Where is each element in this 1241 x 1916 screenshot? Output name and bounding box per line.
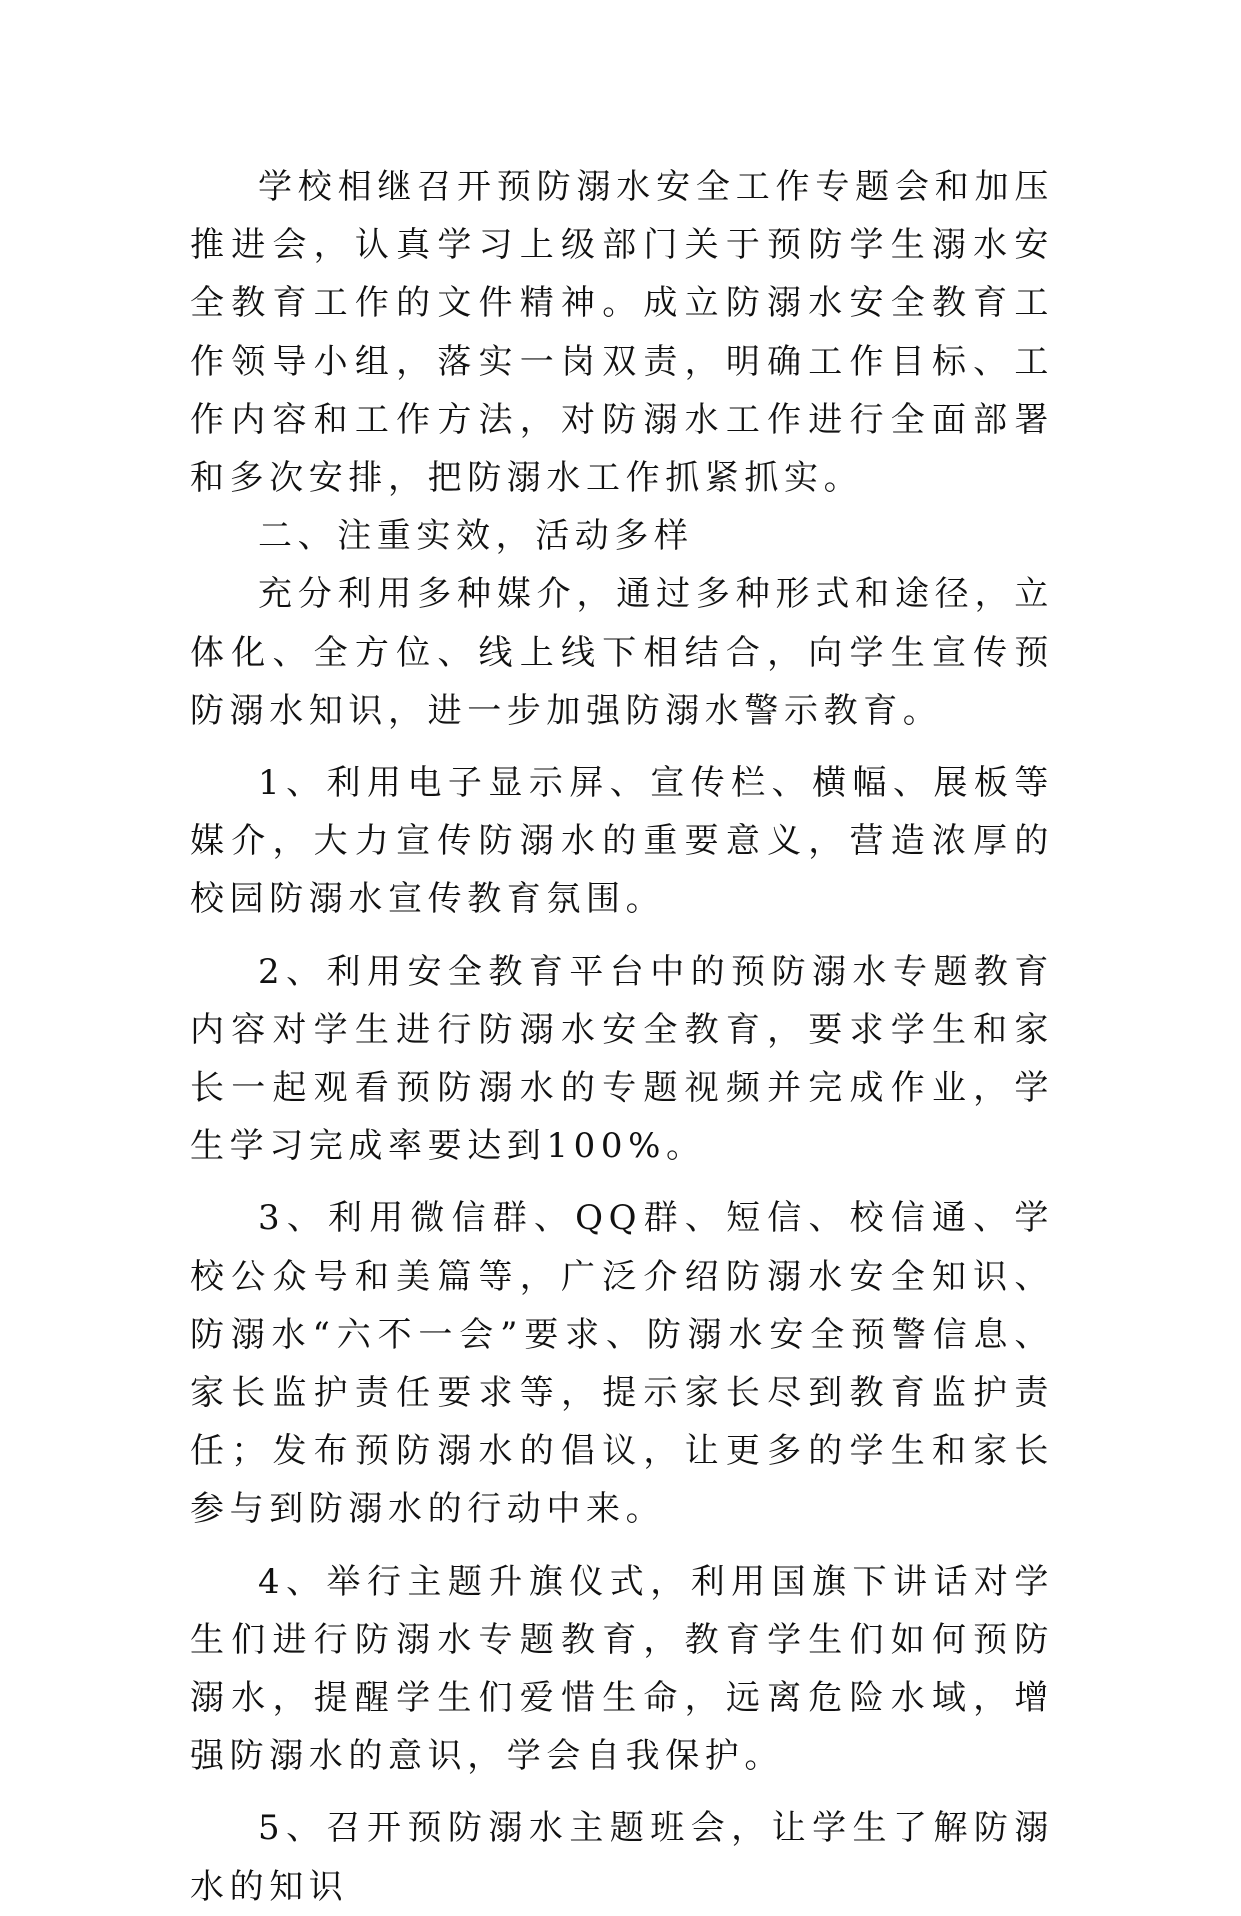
list-item-1: 1、利用电子显示屏、宣传栏、横幅、展板等媒介，大力宣传防溺水的重要意义，营造浓厚的校园防溺水宣传教育氛围。 <box>190 763 1054 920</box>
list-item-3: 3、利用微信群、QQ群、短信、校信通、学校公众号和美篇等，广泛介绍防溺水安全知识、防溺水“六不一会”要求、防溺水安全预警信息、家长监护责任要求等，提示家长尽到教育监护责任；发布预防溺水的倡议，让更多的学生和家长参与到防溺水的行动中来。 <box>190 1198 1054 1530</box>
section-heading-2: 二、注重实效，活动多样 <box>258 516 694 557</box>
list-item-5: 5、召开预防溺水主题班会，让学生了解防溺水的知识 <box>190 1808 1054 1907</box>
list-item-4: 4、举行主题升旗仪式，利用国旗下讲话对学生们进行防溺水专题教育，教育学生们如何预防溺水，提醒学生们爱惜生命，远离危险水域，增强防溺水的意识，学会自我保护。 <box>190 1561 1054 1777</box>
paragraph-intro: 学校相继召开预防溺水安全工作专题会和加压推进会，认真学习上级部门关于预防学生溺水安全教育工作的文件精神。成立防溺水安全教育工作领导小组，落实一岗双责，明确工作目标、工作内容和工作方法，对防溺水工作进行全面部署和多次安排，把防溺水工作抓紧抓实。 <box>190 167 1054 499</box>
paragraph-section-2-intro: 充分利用多种媒介，通过多种形式和途径，立体化、全方位、线上线下相结合，向学生宣传预防溺水知识，进一步加强防溺水警示教育。 <box>190 574 1054 731</box>
list-item-2: 2、利用安全教育平台中的预防溺水专题教育内容对学生进行防溺水安全教育，要求学生和家长一起观看预防溺水的专题视频并完成作业，学生学习完成率要达到100%。 <box>190 951 1054 1167</box>
document-body <box>190 158 1054 1916</box>
